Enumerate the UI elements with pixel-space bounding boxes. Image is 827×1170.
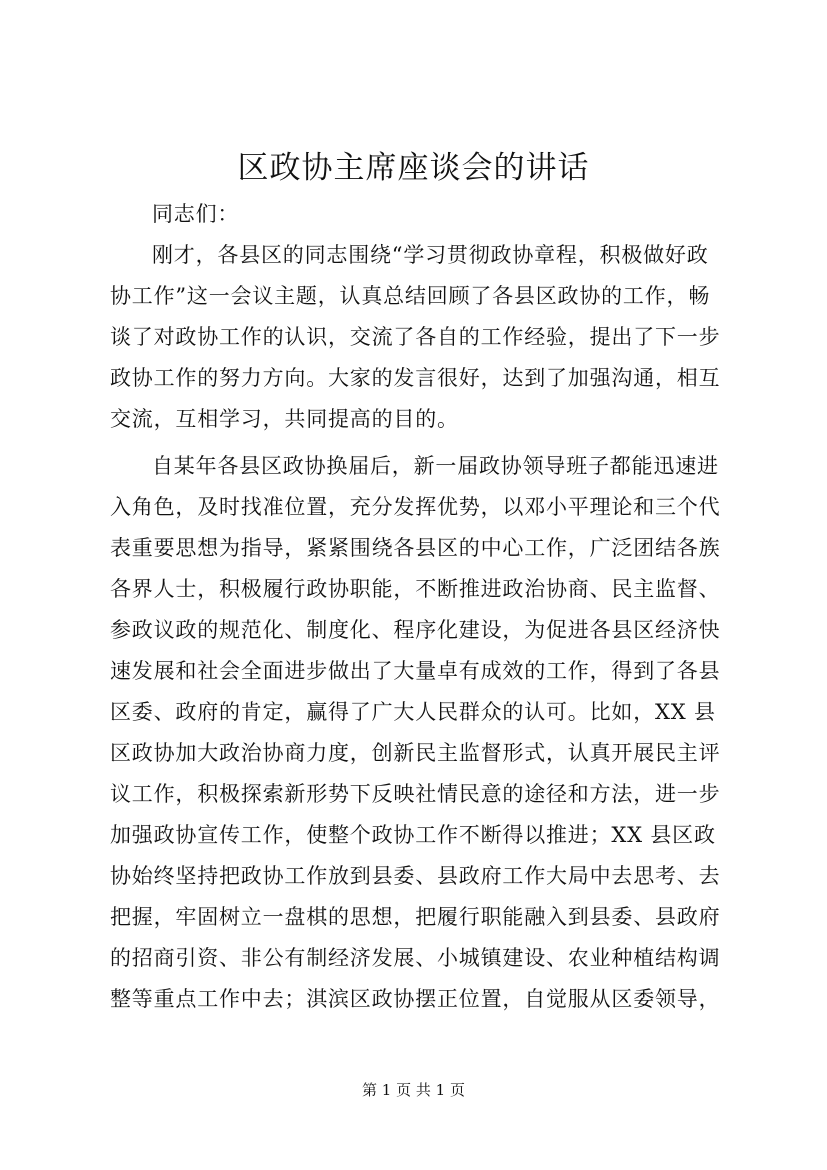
paragraph-line: 参政议政的规范化、制度化、程序化建设，为促进各县区经济快 <box>110 618 721 642</box>
paragraph-line: 政协工作的努力方向。大家的发言很好，达到了加强沟通，相互 <box>110 366 721 390</box>
document-title: 区政协主席座谈会的讲话 <box>237 150 590 186</box>
paragraph-line: 加强政协宣传工作，使整个政协工作不断得以推进；XX 县区政 <box>110 823 716 847</box>
paragraph-line: 的招商引资、非公有制经济发展、小城镇建设、农业种植结构调 <box>110 946 721 970</box>
paragraph-1 <box>110 235 736 440</box>
paragraph-line: 议工作，积极探索新形势下反映社情民意的途径和方法，进一步 <box>110 782 721 806</box>
paragraph-line: 区委、政府的肯定，赢得了广大人民群众的认可。比如，XX 县 <box>110 700 716 724</box>
paragraph-line: 谈了对政协工作的认识，交流了各自的工作经验，提出了下一步 <box>110 325 721 349</box>
paragraph-line: 各界人士，积极履行政协职能，不断推进政治协商、民主监督、 <box>110 577 721 601</box>
paragraph-line: 入角色，及时找准位置，充分发挥优势，以邓小平理论和三个代 <box>110 495 721 519</box>
paragraph-line: 把握，牢固树立一盘棋的思想，把履行职能融入到县委、县政府 <box>110 905 721 929</box>
paragraph-line: 区政协加大政治协商力度，创新民主监督形式，认真开展民主评 <box>110 741 721 765</box>
document-body <box>110 194 736 1020</box>
paragraph-line: 整等重点工作中去；淇滨区政协摆正位置，自觉服从区委领导， <box>110 987 721 1011</box>
paragraph-line: 协工作”这一会议主题，认真总结回顾了各县区政协的工作，畅 <box>110 284 711 308</box>
paragraph-line: 协始终坚持把政协工作放到县委、县政府工作大局中去思考、去 <box>110 864 721 888</box>
paragraph-line: 自某年各县区政协换届后，新一届政协领导班子都能迅速进 <box>152 454 719 478</box>
paragraph-line: 表重要思想为指导，紧紧围绕各县区的中心工作，广泛团结各族 <box>110 536 721 560</box>
paragraph-line: 交流，互相学习，共同提高的目的。 <box>110 407 459 431</box>
paragraph-2 <box>110 446 736 1020</box>
salutation: 同志们： <box>152 202 240 226</box>
paragraph-line: 刚才，各县区的同志围绕“学习贯彻政协章程，积极做好政 <box>152 243 709 267</box>
paragraph-line: 速发展和社会全面进步做出了大量卓有成效的工作，得到了各县 <box>110 659 721 683</box>
page-footer: 第 1 页 共 1 页 <box>362 1081 465 1099</box>
